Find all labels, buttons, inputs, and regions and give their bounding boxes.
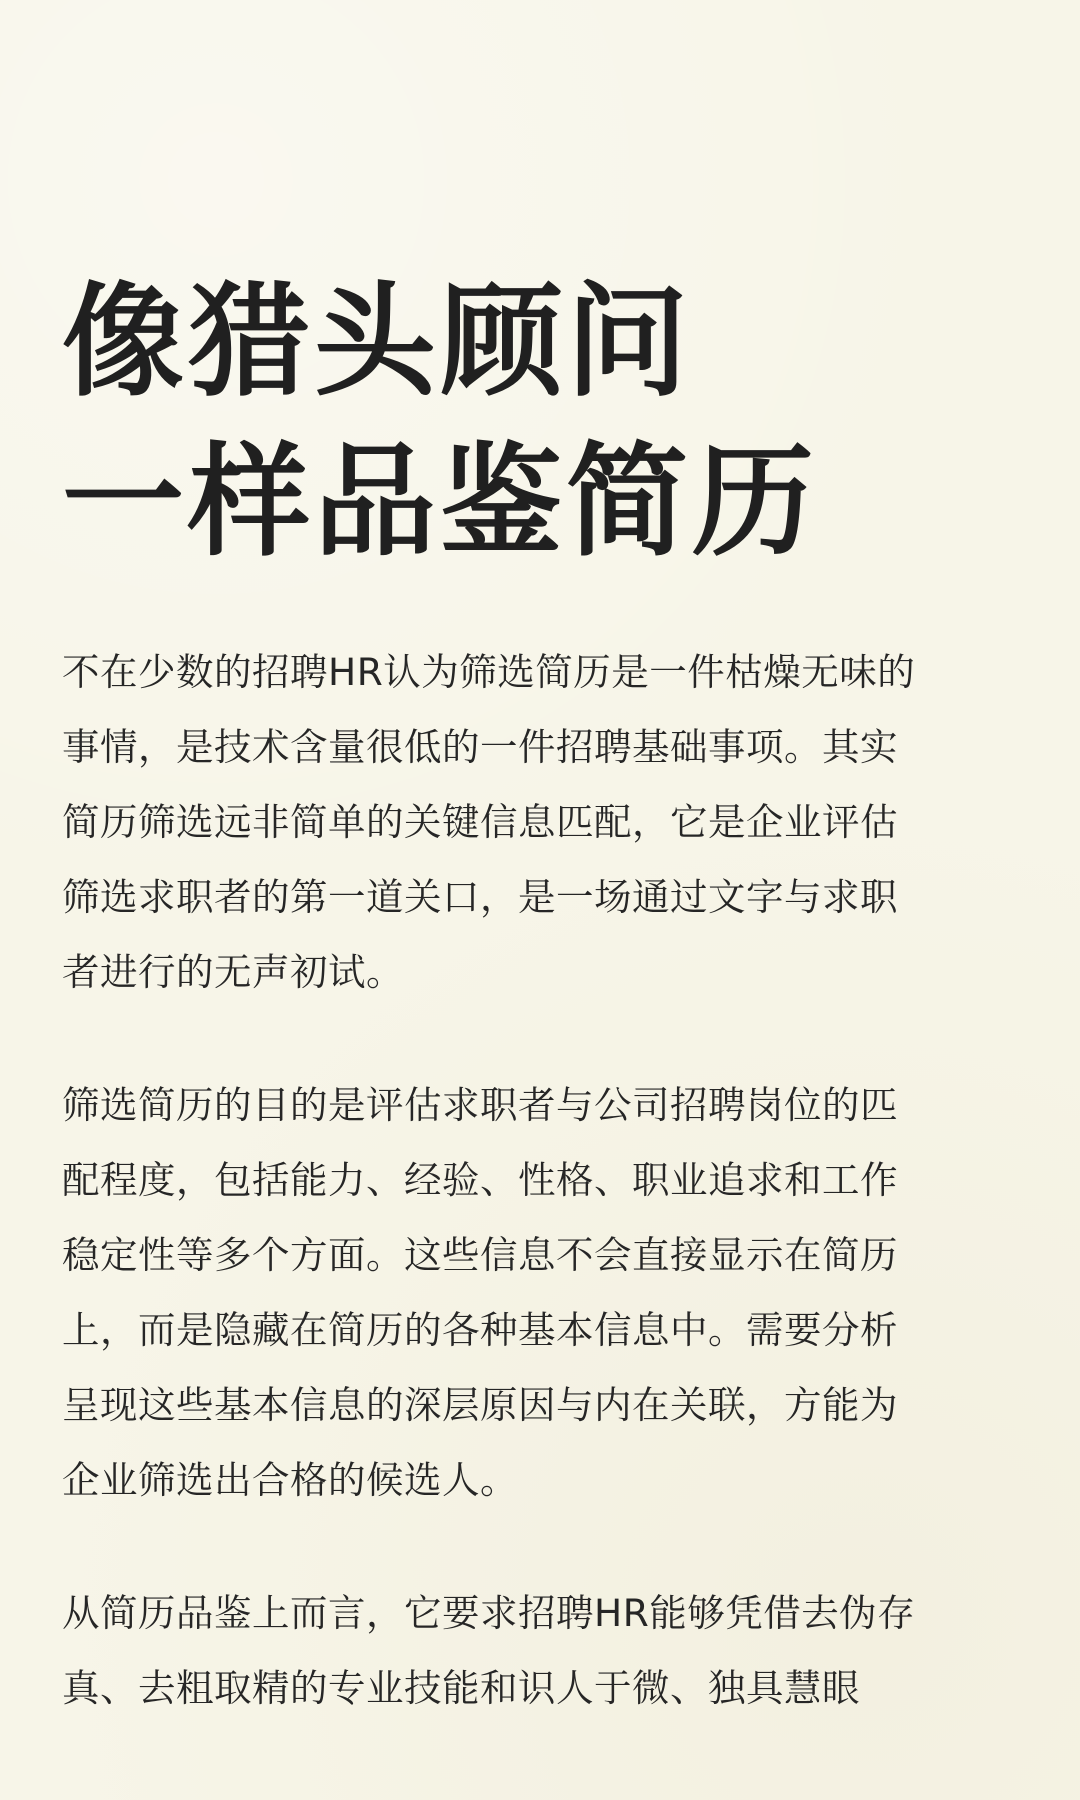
title-line-1: 像猎头顾问 (62, 271, 692, 413)
paragraph-line: 筛选简历的目的是评估求职者与公司招聘岗位的匹 (62, 1083, 898, 1127)
article-body (62, 635, 1024, 1784)
paragraph-line: 筛选求职者的第一道关口，是一场通过文字与求职 (62, 875, 898, 919)
paragraph-line: 配程度，包括能力、经验、性格、职业追求和工作 (62, 1158, 898, 1202)
title-line-2: 一样品鉴简历 (62, 431, 818, 573)
paragraph-line: 呈现这些基本信息的深层原因与内在关联，方能为 (62, 1383, 898, 1427)
paragraph-line: 从简历品鉴上而言，它要求招聘HR能够凭借去伪存 (62, 1591, 916, 1635)
paragraph-line: 企业筛选出合格的候选人。 (62, 1458, 518, 1502)
paragraph-2 (62, 1068, 1024, 1518)
paragraph-1 (62, 635, 1024, 1010)
paragraph-line: 稳定性等多个方面。这些信息不会直接显示在简历 (62, 1233, 898, 1277)
paragraph-line: 上，而是隐藏在简历的各种基本信息中。需要分析 (62, 1308, 898, 1352)
paragraph-line: 事情，是技术含量很低的一件招聘基础事项。其实 (62, 725, 898, 769)
article-title (62, 262, 818, 582)
paragraph-line: 者进行的无声初试。 (62, 950, 404, 994)
paragraph-line: 真、去粗取精的专业技能和识人于微、独具慧眼 (62, 1666, 860, 1710)
paragraph-line: 简历筛选远非简单的关键信息匹配，它是企业评估 (62, 800, 898, 844)
paragraph-3 (62, 1576, 1024, 1726)
paragraph-line: 不在少数的招聘HR认为筛选简历是一件枯燥无味的 (62, 650, 916, 694)
